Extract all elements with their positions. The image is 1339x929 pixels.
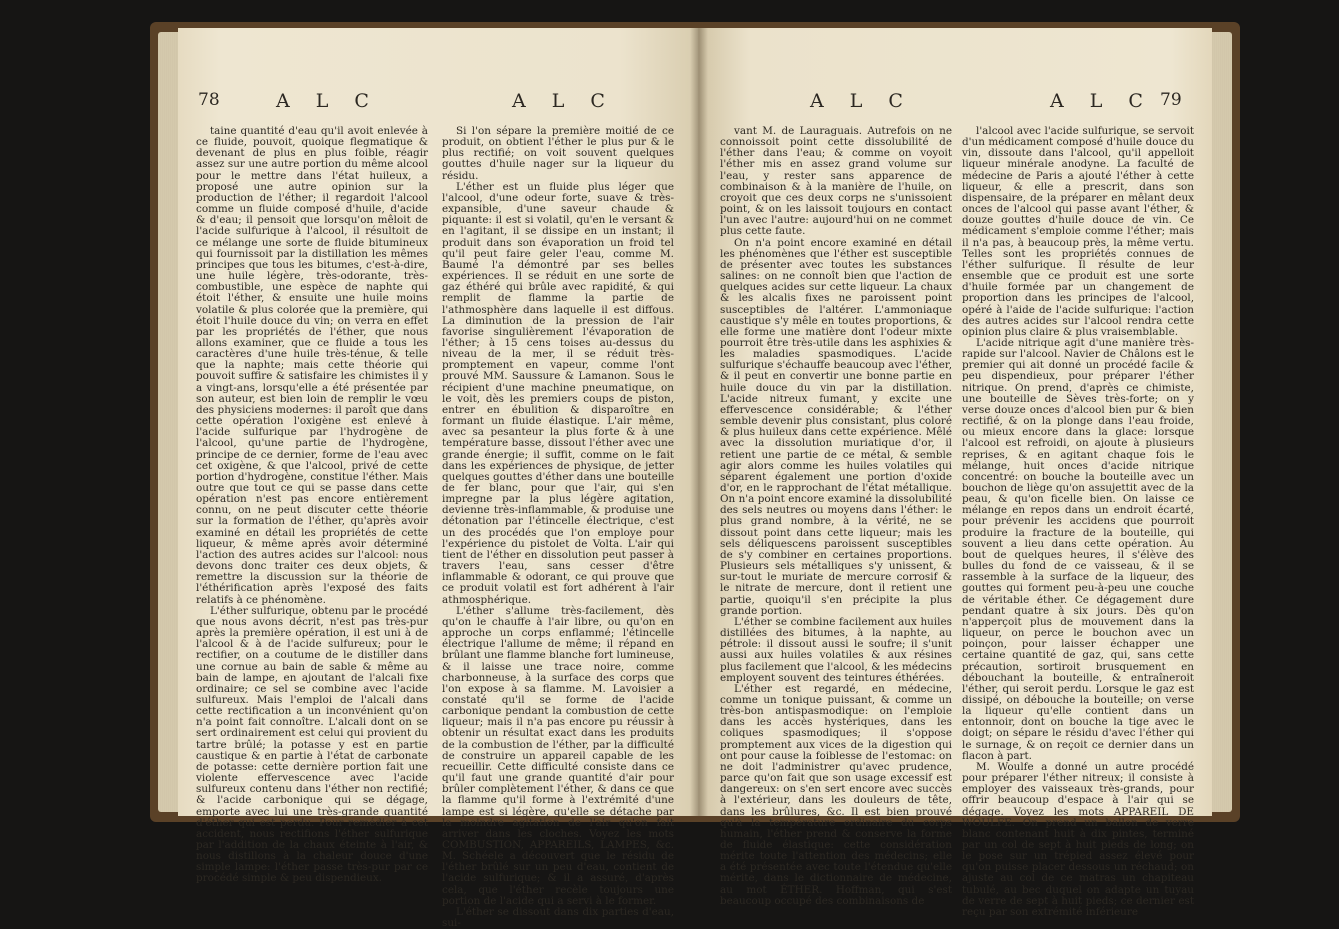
- right-running-head: [698, 90, 1212, 116]
- left-page-edges: [158, 32, 178, 812]
- right-head-word-b: A L C: [1050, 90, 1153, 112]
- paragraph: L'éther est un fluide plus léger que l'alcool, d'une odeur forte, suave & très-expansible, d'une saveur chaude & piquante: il est si volatil, qu'en le versant & en l'agitant, il se dissipe en un instant; il produit dans son évaporation un froid tel qu'il peut faire geler l'eau, comme M. Baumé l'a démontré par ses belles expériences. Il se réduit en une sorte de gaz éthéré qui brûle avec rapidité, & qui remplit de flamme la partie de l'athmosphère dans laquelle il est diffous. La diminution de la pression de l'air favorise singulièrement l'évaporation de l'éther; à 15 cens toises au-dessus du niveau de la mer, il se réduit très-promptement en vapeur, comme l'ont prouvé MM. Saussure & Lamanon. Sous le récipient d'une machine pneumatique, on le voit, dès les premiers coups de piston, entrer en ébulition & disparoître en formant un fluide élastique. L'air même, avec sa pesanteur la plus forte & à une température basse, dissout l'éther avec une grande énergie; il suffit, comme on le fait dans les expériences de physique, de jetter quelques gouttes d'éther dans une bouteille de fer blanc, pour que l'air, qui s'en impregne par la plus légère agitation, devienne très-inflammable, & produise une détonation par l'étincelle électrique, c'est un des procédés que l'on employe pour l'expérience du pistolet de Volta. L'air qui tient de l'éther en dissolution peut passer à travers l'eau, sans cesser d'être inflammable & odorant, ce qui prouve que ce produit volatil est fort adhérent à l'air athmosphérique.: [442, 180, 674, 606]
- left-running-head: [178, 90, 698, 116]
- paragraph: L'éther se dissout dans dix parties d'eau, sui-: [442, 905, 674, 929]
- paragraph: vant M. de Lauraguais. Autrefois on ne connoissoit point cette dissolubilité de l'éther dans l'eau; & comme on voyoit l'éther mis en assez grand volume sur l'eau, y rester sans apparence de combinaison & à la manière de l'huile, on croyoit que ces deux corps ne s'unissoient point, & on les laissoit toujours en contact l'un avec l'autre: aujourd'hui on ne commet plus cette faute.: [720, 125, 952, 238]
- left-column-1: [196, 125, 428, 885]
- paragraph: L'éther s'allume très-facilement, dès qu'on le chauffe à l'air libre, ou qu'on en approche un corps enflammé; l'étincelle électrique l'allume de même; il répand en brûlant une flamme blanche fort lumineuse, & il laisse une trace noire, comme charbonneuse, à la surface des corps que l'on expose à sa flamme. M. Lavoisier a constaté qu'il se forme de l'acide carbonique pendant la combustion de cette liqueur; mais il n'a pas encore pu réussir à obtenir un résultat exact dans les produits de la combustion de l'éther, par la difficulté de construire un appareil capable de les recueillir. Cette difficulté consiste dans ce qu'il faut une grande quantité d'air pour brûler complètement l'éther, & dans ce que la flamme qu'il forme à l'extrémité d'une lampe est si légère, qu'elle se détache par la moindre agitation de l'air qu'on fait arriver dans les cloches. Voyez les mots COMBUSTION, APPAREILS, LAMPES, &c. M. Schéele a découvert que le résidu de l'éther brûlé sur un peu d'eau, contient de l'acide sulfurique; & il a assuré, d'après cela, que l'éther recèle toujours une portion de l'acide qui a servi à le former.: [442, 604, 674, 907]
- right-column-2: [962, 125, 1194, 918]
- right-page-edges: [1212, 32, 1232, 812]
- left-page: [178, 28, 698, 929]
- right-column-1: [720, 125, 952, 907]
- paragraph: taine quantité d'eau qu'il avoit enlevée à ce fluide, pouvoit, quoique flegmatique & devenant de plus en plus foible, réagir assez sur une autre portion du même alcool pour le mettre dans l'état huileux, a proposé une autre opinion sur la production de l'éther; il regardoit l'alcool comme un fluide composé d'huile, d'acide & d'eau; il pensoit que lorsqu'on mêloit de l'acide sulfurique à l'alcool, il résultoit de ce mélange une sorte de fluide bitumineux qui fournissoit par la distillation les mêmes principes que tous les bitumes, c'est-à-dire, une huile légère, très-odorante, très-combustible, une espèce de naphte qui étoit l'éther, & ensuite une huile moins volatile & plus colorée que la première, qui étoit l'huile douce du vin; on verra en effet par les propriétés de l'éther, que nous allons examiner, que ce fluide a tous les caractères d'une huile très-ténue, & telle que la naphte; mais cette théorie qui pouvoit suffire & satisfaire les chimistes il y a vingt-ans, lorsqu'elle a été présentée par son auteur, est bien loin de remplir le vœu des physiciens modernes: il paroît que dans cette opération l'oxigène est enlevé à l'acide sulfurique par l'hydrogène de l'alcool, qu'une partie de l'hydrogène, principe de ce dernier, forme de l'eau avec cet oxigène, & que l'alcool, privé de cette portion d'hydrogène, constitue l'éther. Mais outre que tout ce qui se passe dans cette opération n'est pas encore entièrement connu, on ne peut discuter cette théorie sur la formation de l'éther, qu'après avoir examiné en détail les propriétés de cette liqueur, & même après avoir déterminé l'action des autres acides sur l'alcool: nous devons donc traiter ces deux objets, & remettre la discussion sur la théorie de l'éthérification après l'exposé des faits relatifs à ce phénomène.: [196, 125, 428, 606]
- left-head-word-b: A L C: [512, 90, 615, 112]
- paragraph: l'alcool avec l'acide sulfurique, se servoit d'un médicament composé d'huile douce du vin, dissoute dans l'alcool, qu'il appelloit liqueur minérale anodyne. La faculté de médecine de Paris a ajouté l'éther à cette liqueur, & elle a prescrit, dans son dispensaire, de la préparer en mêlant deux onces de l'alcool qui passe avant l'éther, & douze gouttes d'huile douce de vin. Ce médicament s'emploie comme l'éther; mais il n'a pas, à beaucoup près, la même vertu. Telles sont les propriétés connues de l'éther sulfurique. Il résulte de leur ensemble que ce produit est une sorte d'huile formée par un changement de proportion dans les principes de l'alcool, opéré à l'aide de l'acide sulfurique: l'action des autres acides sur l'alcool rendra cette opinion plus claire & plus vraisemblable.: [962, 125, 1194, 338]
- right-head-word-a: A L C: [810, 90, 913, 112]
- book-spread: [150, 22, 1240, 929]
- right-page-number: 79: [1160, 90, 1182, 110]
- left-column-2: [442, 125, 674, 929]
- paragraph: M. Woulfe a donné un autre procédé pour préparer l'éther nitreux; il consiste à employer des vaisseaux très-grands, pour offrir beaucoup d'espace à l'air qui se dégage. Voyez les mots APPAREIL DE WOULFE. On prend un ballon de verre blanc contenant huit à dix pintes, terminé par un col de sept à huit pieds de long; on le pose sur un trépied assez élevé pour qu'on puisse placer dessous un réchaud; on ajuste au col de ce matras un chapiteau tubulé, au bec duquel on adapte un tuyau de verre de sept à huit pieds; ce dernier est reçu par son extrémité inférieure: [962, 760, 1194, 918]
- right-page: [698, 28, 1212, 918]
- left-head-word-a: A L C: [276, 90, 379, 112]
- paragraph: On n'a point encore examiné en détail les phénomènes que l'éther est susceptible de présenter avec toutes les substances salines: on ne connoît bien que l'action de quelques acides sur cette liqueur. La chaux & les alcalis fixes ne paroissent point susceptibles de l'altérer. L'ammoniaque caustique s'y mêle en toutes proportions, & elle forme une matière dont l'odeur mixte pourroit être très-utile dans les asphixies & les maladies spasmodiques. L'acide sulfurique s'échauffe beaucoup avec l'éther, & il peut en convertir une bonne partie en huile douce du vin par la distillation. L'acide nitreux fumant, y excite une effervescence considérable; & l'éther semble devenir plus consistant, plus coloré & plus huileux dans cette expérience. Mêlé avec la dissolution muriatique d'or, il retient une partie de ce métal, & semble agir alors comme les huiles volatiles qui séparent également une portion d'oxide d'or, en le rapprochant de l'état métallique. On n'a point encore examiné la dissolubilité des sels neutres ou moyens dans l'éther: le plus grand nombre, à la vérité, ne se dissout point dans cette liqueur; mais les sels déliquescens paroissent susceptibles de s'y combiner en certaines proportions. Plusieurs sels métalliques s'y unissent, & sur-tout le muriate de mercure corrosif & le nitrate de mercure, dont il retient une partie, quoiqu'il s'en précipite la plus grande portion.: [720, 236, 952, 617]
- paragraph: L'éther se combine facilement aux huiles distillées des bitumes, à la naphte, au pétrole: il dissout aussi le soufre; il s'unit aussi aux huiles volatiles & aux résines plus facilement que l'alcool, & les médecins employent souvent des teintures éthérées.: [720, 615, 952, 684]
- paragraph: L'éther est regardé, en médecine, comme un tonique puissant, & comme un très-bon antispasmodique: on l'emploie dans les accès hystériques, dans les coliques spasmodiques; il s'oppose promptement aux vices de la digestion qui ont pour cause la foiblesse de l'estomac: on ne doit l'administrer qu'avec prudence, parce qu'on fait que son usage excessif est dangereux: on s'en sert encore avec succès à l'extérieur, dans les douleurs de tête, dans les brûlures, &c. Il est bien prouvé qu'à la température ordinaire du corps humain, l'éther prend & conserve la forme de fluide élastique: cette considération mérite toute l'attention des médecins; elle a été présentée avec toute l'étendue qu'elle mérite, dans le dictionnaire de médecine, au mot ÉTHER. Hoffman, qui s'est beaucoup occupé des combinaisons de: [720, 682, 952, 907]
- paragraph: L'acide nitrique agit d'une manière très-rapide sur l'alcool. Navier de Châlons est le premier qui ait donné un procédé facile & peu dispendieux, pour préparer l'éther nitrique. On prend, d'après ce chimiste, une bouteille de Sèves très-forte; on y verse douze onces d'alcool bien pur & bien rectifié, & on la plonge dans l'eau froide, ou mieux encore dans la glace: lorsque l'alcool est refroidi, on ajoute à plusieurs reprises, & en agitant chaque fois le mélange, huit onces d'acide nitrique concentré: on bouche la bouteille avec un bouchon de liège qu'on assujettit avec de la peau, & qu'on ficelle bien. On laisse ce mélange en repos dans un endroit écarté, pour prévenir les accidens que pourroit produire la fracture de la bouteille, qui souvent a lieu dans cette opération. Au bout de quelques heures, il s'élève des bulles du fond de ce vaisseau, & il se rassemble à la surface de la liqueur, des gouttes qui forment peu-à-peu une couche de véritable éther. Ce dégagement dure pendant quatre à six jours. Dès qu'on n'apperçoit plus de mouvement dans la liqueur, on perce le bouchon avec un poinçon, pour laisser échapper une certaine quantité de gaz, qui, sans cette précaution, sortiroit brusquement en débouchant la bouteille, & entraîneroit l'éther, qui seroit perdu. Lorsque le gaz est dissipé, on débouche la bouteille; on verse la liqueur qu'elle contient dans un entonnoir, dont on bouche la tige avec le doigt; on sépare le résidu d'avec l'éther qui le surnage, & on reçoit ce dernier dans un flacon à part.: [962, 336, 1194, 762]
- book-gutter: [690, 28, 708, 816]
- paragraph: Si l'on sépare la première moitié de ce produit, on obtient l'éther le plus pur & le plus rectifié; on voit souvent quelques gouttes d'huile nager sur la liqueur du résidu.: [442, 125, 674, 182]
- paragraph: L'éther sulfurique, obtenu par le procédé que nous avons décrit, n'est pas très-pur après la première opération, il est uni à de l'alcool & à de l'acide sulfureux; pour le rectifier, on a coutume de le distiller dans une cornue au bain de sable & même au bain de lampe, en ajoutant de l'alcali fixe ordinaire; ce sel se combine avec l'acide sulfureux. Mais l'emploi de l'alcali dans cette rectification a un inconvénient qu'on n'a point fait connoître. L'alcali dont on se sert ordinairement est celui qui provient du tartre brûlé; la potasse y est en partie caustique & en partie à l'état de carbonate de potasse: cette dernière portion fait une violente effervescence avec l'acide sulfureux contenu dans l'éther non rectifié; & l'acide carbonique qui se dégage, emporte avec lui une très-grande quantité d'éther qui est perdu. Pour remédier à cet accident, nous rectifions l'éther sulfurique par l'addition de la chaux éteinte à l'air, & nous distillons à la chaleur douce d'une simple lampe: l'éther passe très-pur par ce procédé simple & peu dispendieux.: [196, 604, 428, 885]
- left-page-number: 78: [198, 90, 220, 110]
